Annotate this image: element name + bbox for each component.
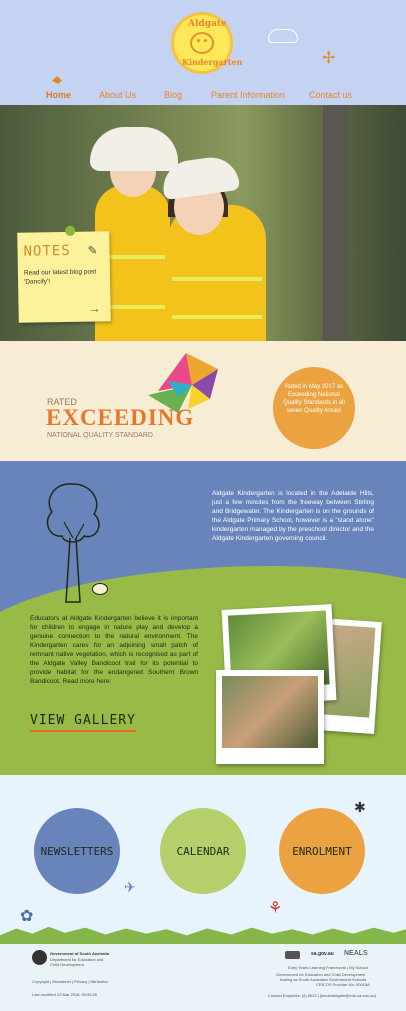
nav-parent-information[interactable]: Parent Information: [211, 90, 286, 100]
calendar-button[interactable]: CALENDAR: [160, 808, 246, 894]
nav-home[interactable]: Home: [46, 90, 72, 100]
beetle-icon: ✱: [354, 799, 366, 815]
nav-about-us[interactable]: About Us: [99, 90, 137, 100]
cricos: CRICOS Provider No: 00018A: [316, 982, 370, 987]
leaf-icon: [52, 76, 62, 84]
gallery-photo-2[interactable]: [216, 670, 324, 764]
notes-title: NOTES: [23, 242, 71, 260]
exceeding-label: EXCEEDING: [46, 405, 195, 430]
smiley-face-icon: [190, 32, 214, 54]
flower-icon: ✿: [20, 908, 34, 925]
gov-name: Government of South Australia: [50, 951, 109, 956]
nav-contact-us[interactable]: Contact us: [309, 90, 353, 100]
site-header: [0, 0, 406, 105]
dept-line-1: Government for Education and Child Development: [276, 972, 366, 977]
sa-gov-logo[interactable]: sa.gov.au: [311, 951, 334, 957]
contact-enquiries: Contact Enquiries: (8) 8622 | (kinderaldgate@edu.sa.edu.au): [268, 993, 377, 998]
enrolment-button[interactable]: ENROLMENT: [279, 808, 365, 894]
dept-name-2: Child Development: [50, 962, 84, 967]
logo-line2: Kindergarten: [182, 57, 243, 67]
firefighter-helmet-left: [90, 127, 178, 171]
dept-name-1: Department for Education and: [50, 957, 104, 962]
pin-icon: [65, 226, 75, 236]
dept-line-2: trading as South Australian Government Schools: [280, 977, 367, 982]
government-seal-icon: [32, 950, 47, 965]
nav-blog[interactable]: Blog: [164, 90, 183, 100]
nqs-label: NATIONAL QUALITY STANDARD: [47, 432, 153, 439]
reflective-stripe: [172, 315, 262, 319]
rating-badge: Rated in May 2017 as Exceeding National Quality Standards in all seven Quality Areas!: [273, 367, 355, 449]
notes-line-2: 'Dancify'!: [24, 278, 51, 286]
about-paragraph-2: Educators at Aldgate Kindergarten believe it is important for children to engage in nature play and develop a genuine connection to the natural environment. The Kindergarten cares for an adjoining small patch of remnant native vegetation, which is recognised as part of the Aldgate Valley Bandicoot trail for its potential to provide habitat for the endangered Southern Brown Bandicoot. Read more here:: [30, 615, 198, 685]
tulip-icon: ⚘: [268, 900, 283, 917]
newsletters-button[interactable]: NEWSLETTERS: [34, 808, 120, 894]
blog-notes-card[interactable]: [17, 231, 111, 323]
last-modified: Last modified 23 Mar 2018, 09:55:25: [32, 992, 98, 997]
arrow-right-icon[interactable]: →: [88, 301, 101, 316]
about-paragraph-1: Aldgate Kindergarten is located in the Adelaide Hills, just a few minutes from the freeway between Stirling and Bridgewater. The Kindergarten is on the grounds of the Aldgate Primary School, however is a "stand alone" kindergarten managed by the preschool director and the Aldgate Kindergarten governing council.: [212, 490, 374, 542]
notes-line-1: Read our latest blog post: [23, 268, 97, 277]
tree-trunk: [323, 105, 347, 341]
bird-drawing: [92, 583, 108, 595]
reflective-stripe: [172, 277, 262, 281]
dragonfly-icon: ✢: [322, 50, 336, 67]
kindergarten-logo[interactable]: [171, 12, 243, 74]
view-gallery-button[interactable]: VIEW GALLERY: [30, 713, 136, 732]
neals-logo[interactable]: NEALS: [344, 950, 368, 957]
footer-links[interactable]: Copyright | Disclaimer | Privacy | Attribution: [32, 979, 109, 984]
logo-line1: Aldgate: [188, 19, 227, 29]
framework-links[interactable]: Early Years Learning Framework | My School: [288, 965, 368, 970]
plane-icon: ✈: [124, 879, 136, 895]
reflective-stripe: [100, 255, 165, 259]
cloud-icon: [268, 29, 298, 43]
pencil-icon: ✎: [87, 243, 98, 258]
creative-commons-icon: [285, 951, 300, 959]
rated-label: RATED: [47, 397, 77, 407]
